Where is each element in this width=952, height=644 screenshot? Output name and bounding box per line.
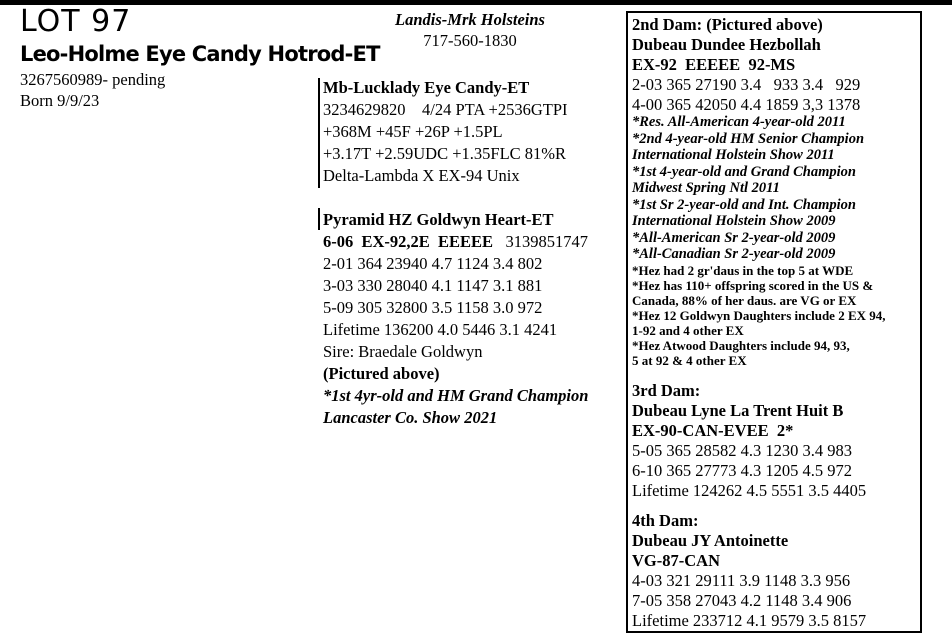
second-dam-award: *Res. All-American 4-year-old 2011: [632, 114, 846, 130]
dam-award: *1st 4yr-old and HM Grand Champion: [323, 386, 589, 405]
second-dam-classification: EX-92 EEEEE 92-MS: [632, 55, 796, 74]
second-dam-note: *Hez 12 Goldwyn Daughters include 2 EX 94,: [632, 308, 886, 323]
dam-record: 5-09 305 32800 3.5 1158 3.0 972: [323, 298, 543, 317]
second-dam-award: *1st Sr 2-year-old and Int. Champion: [632, 196, 856, 213]
dam-lifetime: Lifetime 136200 4.0 5446 3.1 4241: [323, 320, 558, 339]
second-dam-award: Midwest Spring Ntl 2011: [632, 180, 780, 196]
dam-class-text: 6-06 EX-92,2E EEEEE: [323, 232, 494, 251]
second-dam-note: *Hez had 2 gr'daus in the top 5 at WDE: [632, 263, 854, 278]
third-dam-lifetime: Lifetime 124262 4.5 5551 3.5 4405: [632, 481, 867, 500]
second-dam-note: *Hez Atwood Daughters include 94, 93,: [632, 338, 850, 353]
second-dam-name: Dubeau Dundee Hezbollah: [632, 35, 821, 54]
sire-name: Mb-Lucklady Eye Candy-ET: [323, 78, 530, 97]
dam-record: 3-03 330 28040 4.1 1147 3.1 881: [323, 276, 543, 295]
second-dam-note: 1-92 and 4 other EX: [632, 323, 744, 338]
third-dam-heading: 3rd Dam:: [632, 381, 701, 400]
fourth-dam-record: 7-05 358 27043 4.2 1148 3.4 906: [632, 591, 852, 610]
dam-award: Lancaster Co. Show 2021: [323, 408, 498, 427]
sire-line: Delta-Lambda X EX-94 Unix: [323, 166, 520, 185]
fourth-dam-classification: VG-87-CAN: [632, 551, 720, 570]
dam-classification: [323, 231, 588, 253]
second-dam-award: *All-American Sr 2-year-old 2009: [632, 229, 836, 246]
dam-sire: Sire: Braedale Goldwyn: [323, 342, 483, 361]
top-rule: [0, 0, 952, 5]
second-dam-award: *All-Canadian Sr 2-year-old 2009: [632, 246, 836, 262]
sire-line: +3.17T +2.59UDC +1.35FLC 81%R: [323, 144, 567, 163]
sire-line: +368M +45F +26P +1.5PL: [323, 122, 503, 141]
breeder-name: Landis-Mrk Holsteins: [395, 10, 545, 29]
third-dam-record: 5-05 365 28582 4.3 1230 3.4 983: [632, 441, 852, 460]
breeder-phone: 717-560-1830: [423, 31, 517, 50]
animal-name: Leo-Holme Eye Candy Hotrod-ET: [20, 42, 380, 66]
second-dam-note: 5 at 92 & 4 other EX: [632, 353, 747, 368]
third-dam-classification: EX-90-CAN-EVEE 2*: [632, 421, 794, 440]
fourth-dam-lifetime: Lifetime 233712 4.1 9579 3.5 8157: [632, 611, 867, 630]
fourth-dam-heading: 4th Dam:: [632, 511, 699, 530]
second-dam-record: 2-03 365 27190 3.4 933 3.4 929: [632, 75, 861, 94]
dam-reg-number: 3139851747: [505, 232, 588, 251]
registration-number: 3267560989- pending: [20, 70, 166, 89]
second-dam-note: Canada, 88% of her daus. are VG or EX: [632, 293, 857, 308]
second-dam-award: International Holstein Show 2009: [632, 213, 836, 229]
second-dam-record: 4-00 365 42050 4.4 1859 3,3 1378: [632, 95, 861, 114]
dam-record: 2-01 364 23940 4.7 1124 3.4 802: [323, 254, 543, 273]
third-dam-record: 6-10 365 27773 4.3 1205 4.5 972: [632, 461, 852, 480]
second-dam-award: International Holstein Show 2011: [632, 147, 835, 163]
second-dam-heading: 2nd Dam: (Pictured above): [632, 15, 823, 34]
lot-number: LOT 97: [20, 4, 132, 39]
third-dam-name: Dubeau Lyne La Trent Huit B: [632, 401, 844, 420]
fourth-dam-record: 4-03 321 29111 3.9 1148 3.3 956: [632, 571, 851, 590]
birth-date: Born 9/9/23: [20, 91, 100, 110]
dam-pictured-note: (Pictured above): [323, 364, 440, 383]
dam-name: Pyramid HZ Goldwyn Heart-ET: [323, 210, 554, 229]
second-dam-note: *Hez has 110+ offspring scored in the US &: [632, 278, 874, 293]
fourth-dam-name: Dubeau JY Antoinette: [632, 531, 789, 550]
second-dam-award: *2nd 4-year-old HM Senior Champion: [632, 130, 865, 147]
sire-line: 3234629820 4/24 PTA +2536GTPI: [323, 100, 568, 119]
second-dam-award: *1st 4-year-old and Grand Champion: [632, 163, 856, 180]
